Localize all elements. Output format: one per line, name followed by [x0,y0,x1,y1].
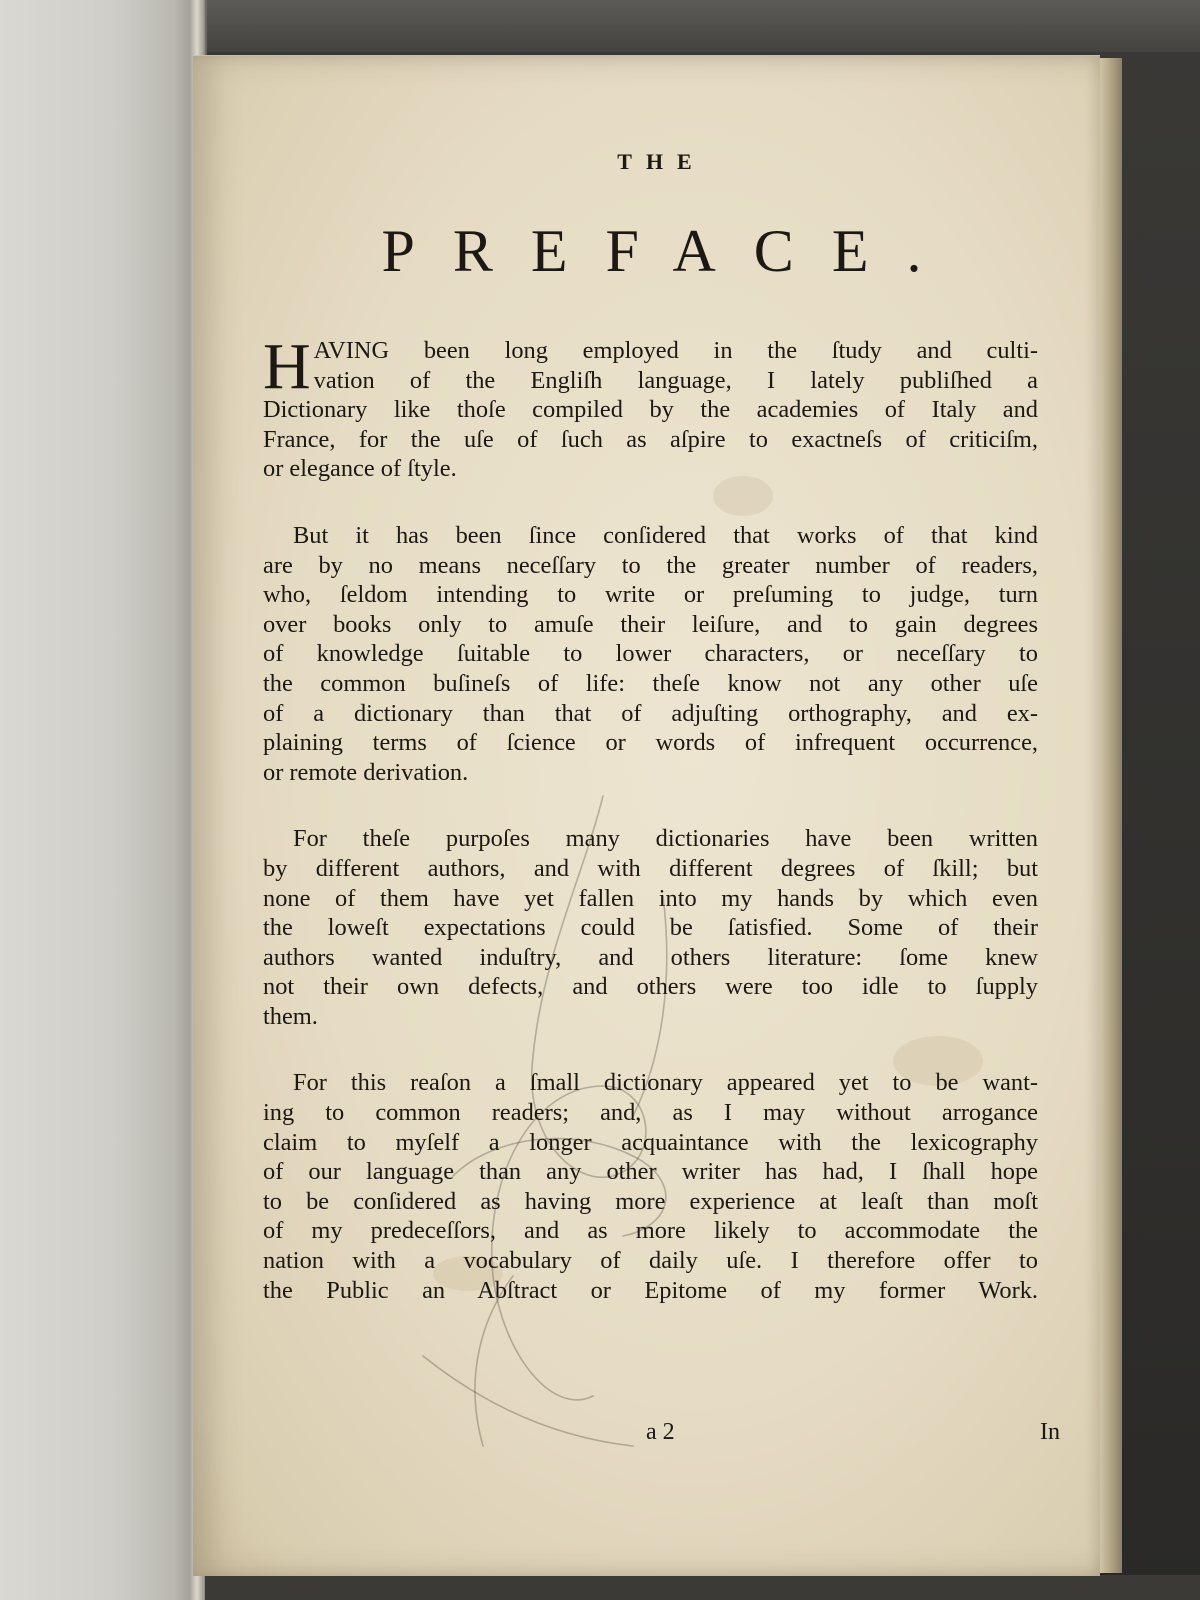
page-content [263,149,1060,1445]
text-line: not their own defects, and others were too idle to ſupply [263,973,1038,1001]
text-line: or remote derivation. [263,758,469,786]
drop-cap: H [263,330,311,403]
paragraph-3 [263,824,1038,1031]
text-line: ing to common readers; and, as I may without arrogance [263,1099,1038,1127]
text-line: to be conſidered as having more experience at leaſt than moſt [263,1187,1038,1215]
text-line: Dictionary like thoſe compiled by the academies of Italy and [263,396,1038,424]
text-line: For this reaſon a ſmall dictionary appeared yet to be want- [293,1069,1038,1097]
text-line: the loweſt expectations could be ſatisfied. Some of their [263,914,1038,942]
page-footer [263,1419,1060,1459]
text-line: For theſe purpoſes many dictionaries have been written [293,825,1038,853]
text-line: authors wanted induſtry, and others literature: ſome knew [263,943,1038,971]
text-line: vation of the Engliſh language, I lately publiſhed a [313,366,1038,394]
signature-mark: a 2 [646,1419,675,1445]
paragraph-1 [263,330,1038,484]
text-line: the common buſineſs of life: theſe know not any other uſe [263,669,1038,697]
text-line: who, ſeldom intending to write or preſuming to judge, turn [263,581,1038,609]
text-line: of knowledge ſuitable to lower characters, or neceſſary to [263,640,1038,668]
text-line: or elegance of ſtyle. [263,455,457,483]
paragraph-4 [263,1068,1038,1305]
text-line: the Public an Abſtract or Epitome of my former Work. [263,1276,1038,1304]
text-line: of our language than any other writer has had, I ſhall hope [263,1158,1038,1186]
text-line: plaining terms of ſcience or words of infrequent occurrence, [263,729,1038,757]
page-edge [1100,58,1122,1573]
text-line: But it has been ſince conſidered that works of that kind [293,521,1038,549]
text-line: are by no means neceſſary to the greater number of readers, [263,551,1038,579]
book-cover [0,0,207,1600]
text-line: AVING been long employed in the ſtudy and culti- [313,337,1038,364]
book-page [193,55,1100,1576]
text-line: none of them have yet fallen into my hands by which even [263,884,1038,912]
paragraph-2 [263,521,1038,787]
background-top [205,0,1200,52]
heading-the: THE [617,149,706,174]
text-line: of my predeceſſors, and as more likely to accommodate the [263,1217,1038,1245]
catchword: In [1040,1419,1060,1445]
text-line: them. [263,1002,318,1030]
text-line: over books only to amuſe their leiſure, and to gain degrees [263,610,1038,638]
text-line: of a dictionary than that of adjuſting orthography, and ex- [263,699,1038,727]
background-bottom [205,1575,1200,1600]
text-line: France, for the uſe of ſuch as aſpire to exactneſs of criticiſm, [263,425,1038,453]
text-line: by different authors, and with different degrees of ſkill; but [263,854,1038,882]
text-line: claim to myſelf a longer acquaintance with the lexicography [263,1128,1038,1156]
text-line: nation with a vocabulary of daily uſe. I therefore offer to [263,1247,1038,1275]
page-title: PREFACE. [381,218,960,284]
